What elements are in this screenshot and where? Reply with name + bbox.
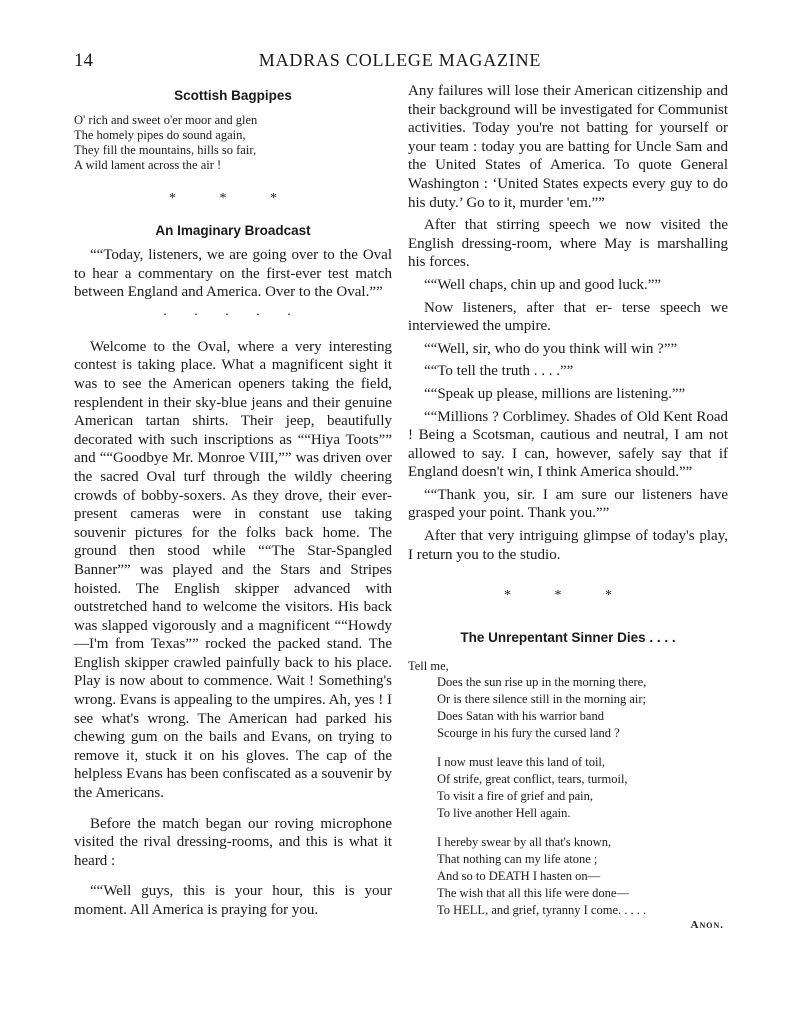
broadcast-paragraph: After that stirring speech we now visited the English dressing-room, where May is marshalling his forces.	[408, 217, 728, 271]
poem-line: Scourge in his fury the cursed land ?	[437, 726, 620, 741]
bagpipes-title: Scottish Bagpipes	[174, 88, 292, 103]
poem-line: And so to DEATH I hasten on—	[437, 869, 601, 884]
poem-line: I now must leave this land of toil,	[437, 755, 606, 770]
running-header: MADRAS COLLEGE MAGAZINE	[258, 50, 542, 70]
poem-line: Does Satan with his warrior band	[437, 709, 604, 724]
broadcast-paragraph: ““Well chaps, chin up and good luck.””	[424, 276, 662, 293]
broadcast-paragraph: Now listeners, after that er- terse speech we interviewed the umpire.	[408, 299, 728, 335]
poem-line: To visit a fire of grief and pain,	[437, 789, 594, 804]
broadcast-paragraph: Before the match began our roving microphone visited the rival dressing-rooms, and this is what it heard :	[74, 815, 392, 869]
page-number: 14	[74, 50, 93, 71]
left-column	[74, 82, 392, 920]
broadcast-paragraph: ““Millions ? Corblimey. Shades of Old Kent Road ! Being a Scotsman, cautious and neutral, I am not allowed to say. I can, however, safely say that if England doesn't win, I think America should.””	[408, 408, 728, 481]
poem-line: O' rich and sweet o'er moor and glen	[74, 113, 258, 127]
poem-line: The wish that all this life were done—	[437, 886, 629, 901]
poem-line: The homely pipes do sound again,	[74, 128, 246, 142]
broadcast-title: An Imaginary Broadcast	[155, 223, 311, 238]
broadcast-paragraph: ““To tell the truth . . . .””	[424, 363, 574, 380]
broadcast-paragraph: ““Thank you, sir. I am sure our listeners have grasped your point. Thank you.””	[408, 486, 728, 522]
stanza	[437, 754, 728, 822]
section-separator: * * *	[504, 588, 632, 604]
poem-line: To live another Hell again.	[437, 806, 571, 821]
poem-line: A wild lament across the air !	[74, 158, 222, 172]
sinner-opening: Tell me,	[408, 659, 449, 674]
broadcast-intro: ““Today, listeners, we are going over to the Oval to hear a commentary on the first-ever test match between England and America. Over to the Oval.””	[74, 247, 392, 301]
poem-line: To HELL, and grief, tyranny I come. . . . .	[437, 903, 647, 918]
stanza	[437, 674, 728, 742]
broadcast-paragraph: ““Speak up please, millions are listening.””	[424, 385, 686, 402]
broadcast-paragraph: Any failures will lose their American citizenship and their background will be investigated for Communist activities. Today you're not batting for yourself or your team : today you are batting for Uncle Sam and the United States of America. To quote General Washington : ‘United States expects every guy to do his duty.’ Go to it, murder 'em.””	[408, 83, 728, 211]
sinner-poem	[437, 674, 728, 919]
poem-line: They fill the mountains, hills so fair,	[74, 143, 257, 157]
sinner-title: The Unrepentant Sinner Dies . . . .	[460, 630, 676, 646]
broadcast-paragraph: After that very intriguing glimpse of today's play, I return you to the studio.	[408, 528, 728, 563]
poem-line: I hereby swear by all that's known,	[437, 835, 612, 850]
broadcast-paragraph: ““Well, sir, who do you think will win ?””	[424, 340, 678, 357]
bagpipes-poem	[74, 113, 392, 173]
broadcast-paragraph: Welcome to the Oval, where a very interesting contest is taking place. What a magnificent sight it was to see the American openers taking the field, resplendent in their sky-blue jeans and their genuine American tartan shirts. Their jeep, beautifully decorated with such inscriptions as ““Hiya Toots”” and ““Goodbye Mr. Monroe VIII,”” was driven over the sacred Oval turf through the wildly cheering crowds of bobby-soxers. As they drove, their ever-present cameras were in constant use taking souvenir pictures for the folks back home. The ground then stood while ““The Star-Spangled Banner”” was played and the Stars and Stripes hoisted. The English skipper advanced with outstretched hand to welcome the visitors. His back was slapped vigorously and a magnificent ““Howdy —I'm from Texas”” rocked the packed stand. The English skipper crawled painfully back to his place. Play is now about to commence. Wait ! Something's wrong. Evans is appealing to the umpires. Ah, yes ! I see what's wrong. The American had parked his chewing gum on the bails and Evans, on trying to remove it, stuck it on his gloves. The cap of the helpless Evans has been confiscated as a souvenir by the Americans.	[74, 338, 392, 802]
author-signature: Anon.	[690, 919, 724, 932]
poem-line: That nothing can my life atone ;	[437, 852, 598, 867]
poem-line: Does the sun rise up in the morning there,	[437, 675, 647, 690]
broadcast-paragraph: ““Well guys, this is your hour, this is your moment. All America is praying for you.	[74, 883, 392, 918]
poem-line: Or is there silence still in the morning air;	[437, 692, 646, 707]
poem-line: Of strife, great conflict, tears, turmoil,	[437, 772, 628, 787]
right-column	[408, 82, 728, 931]
stanza	[437, 834, 728, 919]
section-dots: . . . . .	[163, 303, 303, 319]
section-separator: * * *	[169, 191, 297, 206]
